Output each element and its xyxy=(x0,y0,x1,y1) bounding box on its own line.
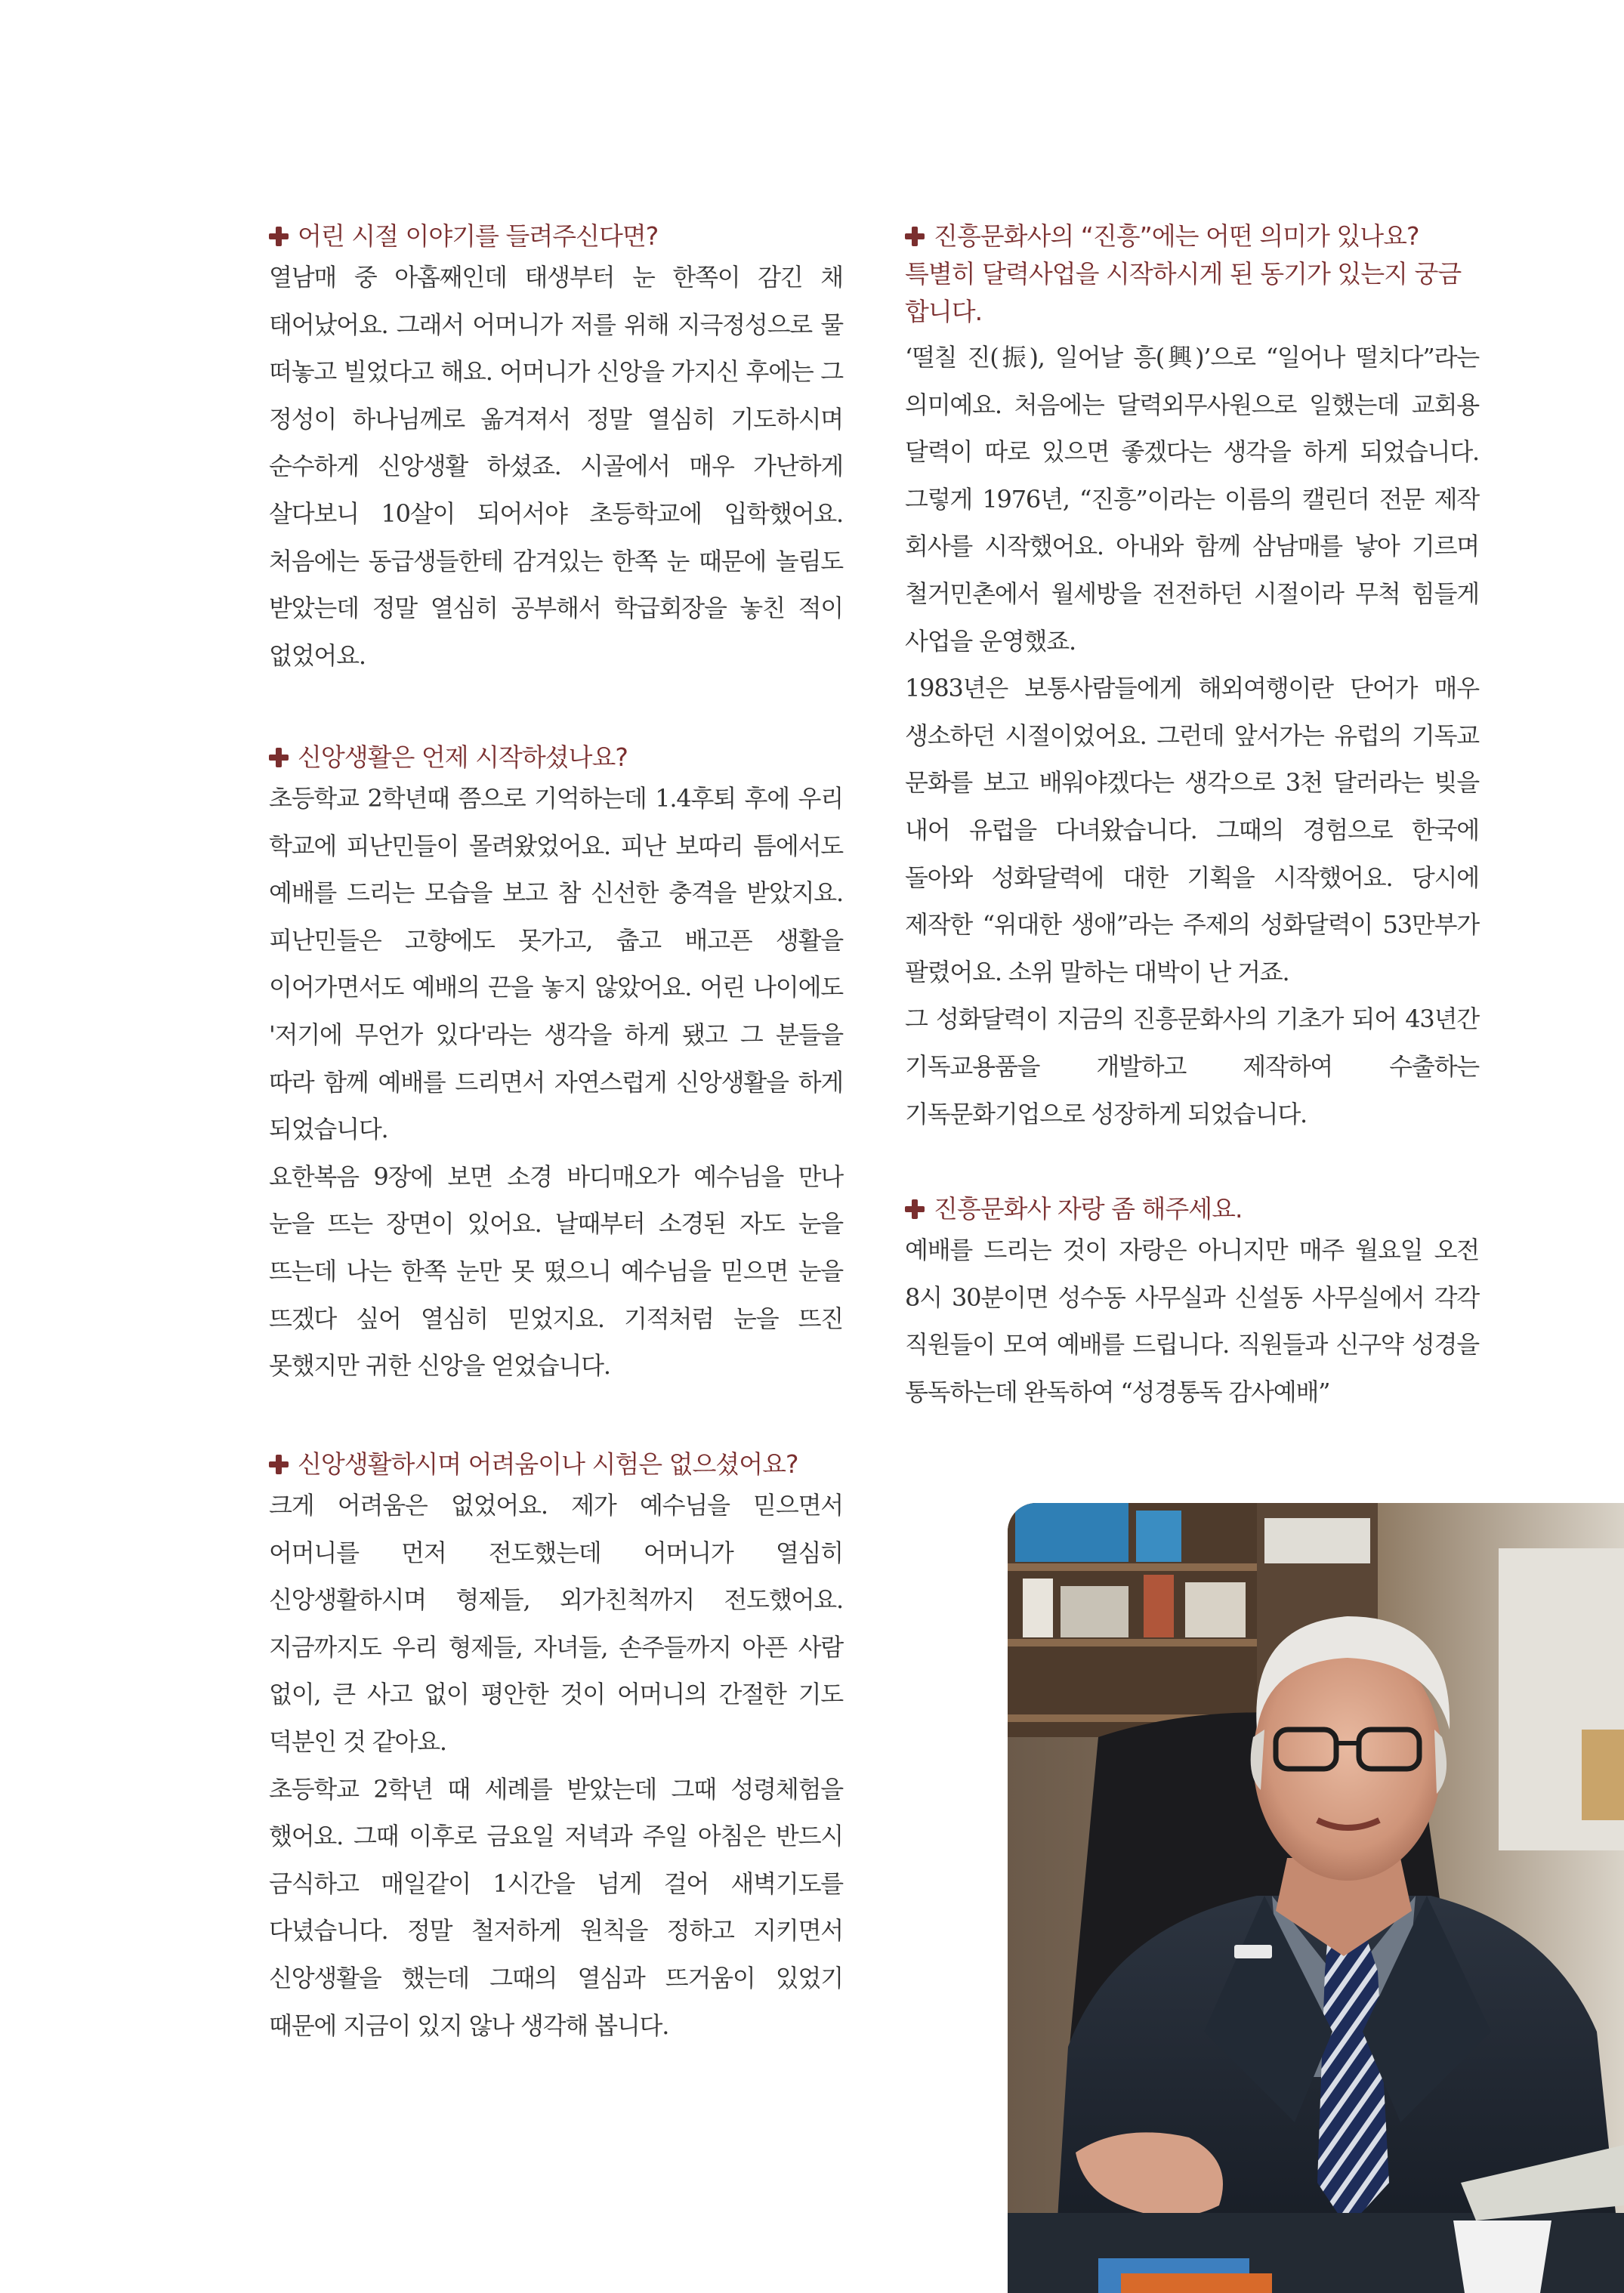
portrait-image xyxy=(1008,1503,1624,2293)
cross-icon xyxy=(269,748,289,767)
question-heading: 신앙생활하시며 어려움이나 시험은 없으셨어요? xyxy=(269,1446,843,1483)
question-heading: 진흥문화사의 “진흥”에는 어떤 의미가 있나요? 특별히 달력사업을 시작하시게 된 동기가 있는지 궁금합니다. xyxy=(905,221,1462,326)
answer-paragraph: 요한복음 9장에 보면 소경 바디매오가 예수님을 만나 눈을 뜨는 장면이 있어요. 날때부터 소경된 자도 눈을 뜨는데 나는 한쪽 눈만 못 떴으니 예수님을 믿으면 눈을 뜨겠다 싶어 열심히 믿었지요. 기적처럼 눈을 뜨진 못했지만 귀한 신앙을 얻었습니다. xyxy=(269,1162,843,1381)
qa-section-company-name xyxy=(905,218,1479,1137)
cross-icon xyxy=(905,227,925,246)
question-heading: 어린 시절 이야기를 들려주신다면? xyxy=(269,218,843,255)
answer-paragraph: 초등학교 2학년때 쯤으로 기억하는데 1.4후퇴 후에 우리 학교에 피난민들이 몰려왔었어요. 피난 보따리 틈에서도 예배를 드리는 모습을 보고 참 신선한 충격을 받았지요. 피난민들은 고향에도 못가고, 춥고 배고픈 생활을 이어가면서도 예배의 끈을 놓지 않았어요. 어린 나이에도 '저기에 무언가 있다'라는 생각을 하게 됐고 그 분들을 따라 함께 예배를 드리면서 자연스럽게 신앙생활을 하게 되었습니다. xyxy=(269,784,843,1144)
answer-paragraph: 초등학교 2학년 때 세례를 받았는데 그때 성령체험을 했어요. 그때 이후로 금요일 저녁과 주일 아침은 반드시 금식하고 매일같이 1시간을 넘게 걸어 새벽기도를 다녔습니다. 정말 철저하게 원칙을 정하고 지키면서 신앙생활을 했는데 그때의 열심과 뜨거움이 있었기 때문에 지금이 있지 않나 생각해 봅니다. xyxy=(269,1774,843,2040)
qa-section-company-pride xyxy=(905,1190,1479,1415)
qa-section-childhood xyxy=(269,218,843,679)
answer-paragraph: 그 성화달력이 지금의 진흥문화사의 기초가 되어 43년간 기독교용품을 개발하고 제작하여 수출하는 기독문화기업으로 성장하게 되었습니다. xyxy=(905,1005,1479,1128)
qa-section-hardships xyxy=(269,1446,843,2049)
answer-paragraph: 예배를 드리는 것이 자랑은 아니지만 매주 월요일 오전 8시 30분이면 성수동 사무실과 신설동 사무실에서 각각 직원들이 모여 예배를 드립니다. 직원들과 신구약 성경을 통독하는데 완독하여 “성경통독 감사예배” xyxy=(905,1236,1479,1406)
question-heading: 진흥문화사 자랑 좀 해주세요. xyxy=(905,1190,1479,1228)
qa-section-faith-start xyxy=(269,739,843,1390)
answer-paragraph: 열남매 중 아홉째인데 태생부터 눈 한쪽이 감긴 채 태어났어요. 그래서 어머니가 저를 위해 지극정성으로 물 떠놓고 빌었다고 해요. 어머니가 신앙을 가지신 후에는 그 정성이 하나님께로 옮겨져서 정말 열심히 기도하시며 순수하게 신앙생활 하셨죠. 시골에서 매우 가난하게 살다보니 10살이 되어서야 초등학교에 입학했어요. 처음에는 동급생들한테 감겨있는 한쪽 눈 때문에 놀림도 받았는데 정말 열심히 공부해서 학급회장을 놓친 적이 없었어요. xyxy=(269,263,843,670)
interview-photo xyxy=(1008,1503,1624,2293)
cross-icon xyxy=(269,227,289,246)
question-heading: 신앙생활은 언제 시작하셨나요? xyxy=(269,739,843,776)
answer-paragraph: 1983년은 보통사람들에게 해외여행이란 단어가 매우 생소하던 시절이었어요. 그런데 앞서가는 유럽의 기독교 문화를 보고 배워야겠다는 생각으로 3천 달러라는 빚을 내어 유럽을 다녀왔습니다. 그때의 경험으로 한국에 돌아와 성화달력에 대한 기획을 시작했어요. 당시에 제작한 “위대한 생애”라는 주제의 성화달력이 53만부가 팔렸어요. 소위 말하는 대박이 난 거죠. xyxy=(905,674,1479,986)
cross-icon xyxy=(269,1455,289,1474)
answer-paragraph: 크게 어려움은 없었어요. 제가 예수님을 믿으면서 어머니를 먼저 전도했는데 어머니가 열심히 신앙생활하시며 형제들, 외가친척까지 전도했어요. 지금까지도 우리 형제들, 자녀들, 손주들까지 아픈 사람 없이, 큰 사고 없이 평안한 것이 어머니의 간절한 기도 덕분인 것 같아요. xyxy=(269,1491,843,1756)
cross-icon xyxy=(905,1199,925,1219)
answer-paragraph: ‘떨칠 진(振), 일어날 흥(興)’으로 “일어나 떨치다”라는 의미예요. 처음에는 달력외무사원으로 일했는데 교회용 달력이 따로 있으면 좋겠다는 생각을 하게 되었습니다. 그렇게 1976년, “진흥”이라는 이름의 캘린더 전문 제작 회사를 시작했어요. 아내와 함께 삼남매를 낳아 기르며 철거민촌에서 월세방을 전전하던 시절이라 무척 힘들게 사업을 운영했죠. xyxy=(905,343,1479,656)
